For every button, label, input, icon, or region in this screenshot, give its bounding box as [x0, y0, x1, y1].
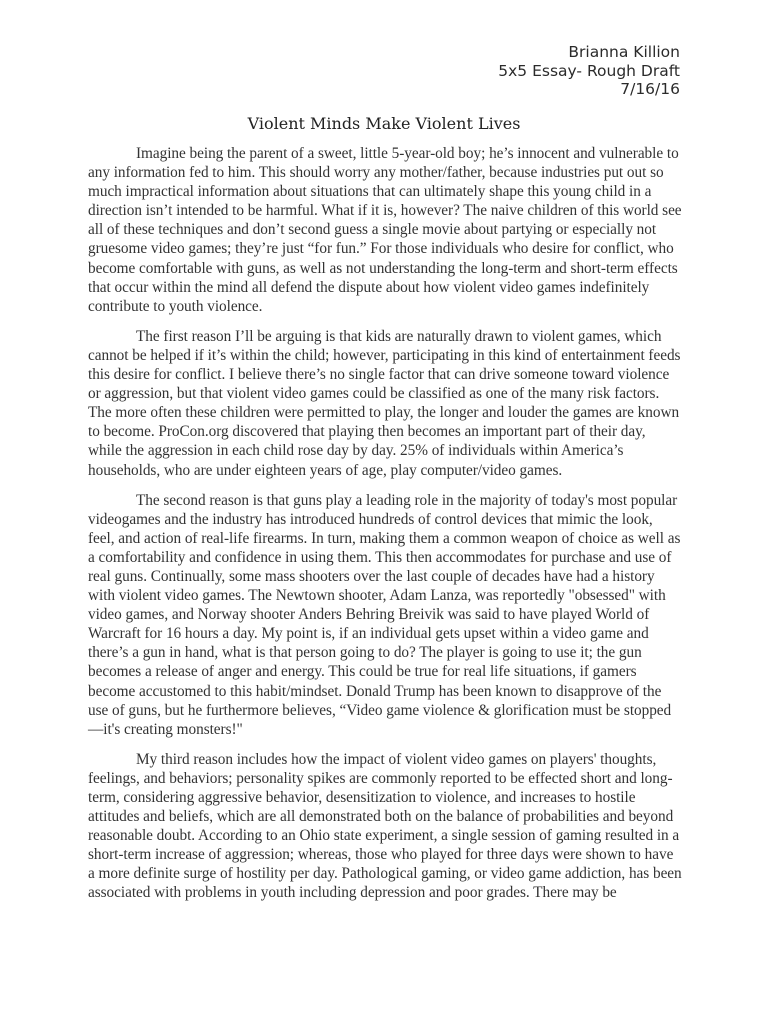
- paragraph-intro: Imagine being the parent of a sweet, little 5-year-old boy; he’s innocent and vulnerable to any information fed to him. This should worry any mother/father, because industries put out so much impractical information about situations that can ultimately shape this young child in a direction isn’t intended to be harmful. What if it is, however? The naive children of this world see all of these techniques and don’t second guess a single movie about partying or especially not gruesome video games; they’re just “for fun.” For those individuals who desire for conflict, who become comfortable with guns, as well as not understanding the long-term and short-term effects that occur within the mind all defend the dispute about how violent video games indefinitely contribute to youth violence.: [88, 145, 682, 315]
- paragraph-first-reason: The first reason I’ll be arguing is that kids are naturally drawn to violent games, which cannot be helped if it’s within the child; however, participating in this kind of entertainment feeds this desire for conflict. I believe there’s no single factor that can drive someone toward violence or aggression, but that violent video games could be classified as one of the many risk factors. The more often these children were permitted to play, the longer and louder the games are known to become. ProCon.org discovered that playing then becomes an important part of their day, while the aggression in each child rose day by day. 25% of individuals within America’s households, who are under eighteen years of age, play computer/video games.: [88, 327, 681, 479]
- assignment-label: 5x5 Essay- Rough Draft: [498, 61, 680, 80]
- paragraph-second-reason: The second reason is that guns play a leading role in the majority of today's most popular videogames and the industry has introduced hundreds of control devices that mimic the look, feel, and action of real-life firearms. In turn, making them a common weapon of choice as well as a comfortability and confidence in using them. This then accommodates for purchase and use of real guns. Continually, some mass shooters over the last couple of decades have had a history with violent video games. The Newtown shooter, Adam Lanza, was reportedly "obsessed" with video games, and Norway shooter Anders Behring Breivik was said to have played World of Warcraft for 16 hours a day. My point is, if an individual gets upset within a video game and there’s a gun in hand, what is that person going to do? The player is going to use it; the gun becomes a release of anger and energy. This could be true for real life situations, if gamers become accustomed to this habit/mindset. Donald Trump has been known to disapprove of the use of guns, but he furthermore believes, “Video game violence & glorification must be stopped—it's creating monsters!": [88, 491, 681, 738]
- author-name: Brianna Killion: [568, 43, 680, 61]
- document-header: [498, 43, 680, 99]
- essay-title: Violent Minds Make Violent Lives: [247, 114, 521, 133]
- paragraph-third-reason: My third reason includes how the impact of violent video games on players' thoughts, feelings, and behaviors; personality spikes are commonly reported to be effected short and long-term, considering aggressive behavior, desensitization to violence, and increases to hostile attitudes and beliefs, which are all demonstrated both on the balance of probabilities and beyond reasonable doubt. According to an Ohio state experiment, a single session of gaming resulted in a short-term increase of aggression; whereas, those who played for three days were shown to have a more definite surge of hostility per day. Pathological gaming, or video game addiction, has been associated with problems in youth including depression and poor grades. There may be: [88, 750, 682, 902]
- essay-body: [88, 144, 682, 914]
- document-date: 7/16/16: [620, 80, 680, 98]
